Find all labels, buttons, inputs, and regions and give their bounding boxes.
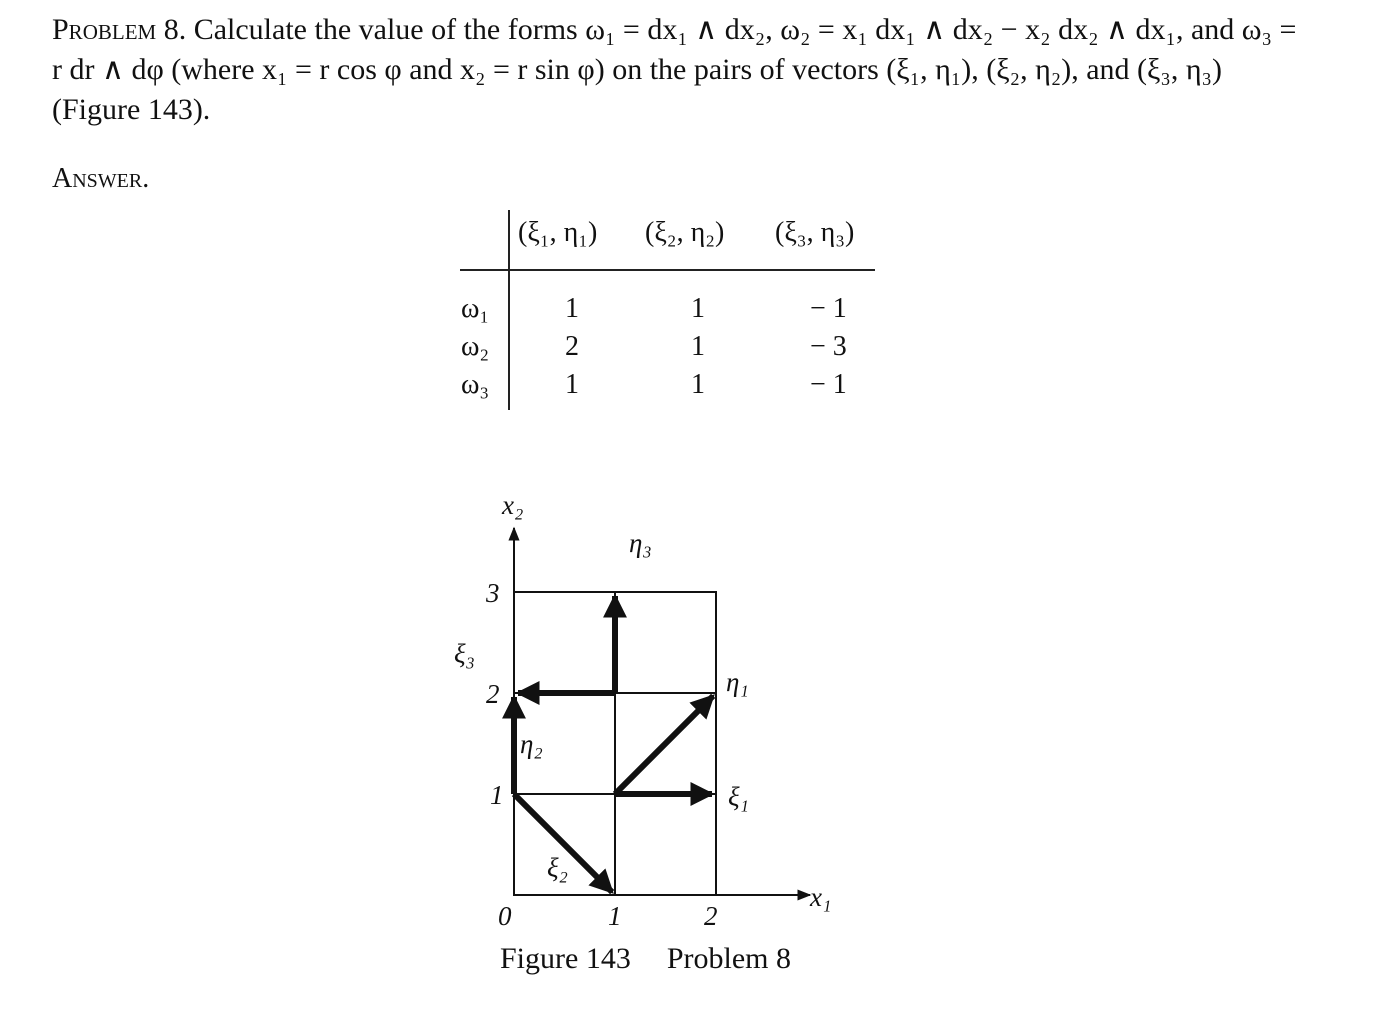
y-tick-label: 1 [490, 780, 504, 810]
table-vertical-rule [508, 210, 510, 410]
table-cell: − 3 [810, 331, 847, 362]
row-label: ω₁ [461, 293, 490, 324]
table-cell: 1 [565, 293, 579, 324]
column-header: (ξ₂, η₂) [645, 217, 725, 248]
table-cell: 2 [565, 331, 579, 362]
figure-caption [500, 942, 791, 976]
x-tick-label: 2 [704, 901, 718, 931]
figure-143 [454, 480, 890, 931]
vector-label: ξ₂ [547, 853, 568, 883]
vector-label: ξ₁ [728, 782, 749, 812]
row-label: ω₂ [461, 331, 490, 362]
table-cell: 1 [691, 331, 705, 362]
x-tick-label: 0 [498, 901, 512, 931]
table-cell: 1 [565, 369, 579, 400]
vector-label: η₃ [629, 528, 652, 558]
vector-arrow [615, 696, 713, 794]
y-tick-label: 3 [486, 578, 500, 608]
table-horizontal-rule [460, 269, 875, 271]
column-header: (ξ₃, η₃) [775, 217, 855, 248]
table-cell: − 1 [810, 293, 847, 324]
column-header: (ξ₁, η₁) [518, 217, 598, 248]
y-tick-label: 2 [486, 679, 500, 709]
caption-problem: Problem 8 [666, 942, 791, 975]
table-cell: 1 [691, 369, 705, 400]
x-tick-label: 1 [608, 901, 622, 931]
answer-label: Answer. [52, 163, 150, 194]
vector-label: ξ₃ [454, 639, 475, 669]
vector-label: η₁ [726, 667, 749, 697]
answer-table [455, 205, 885, 415]
table-cell: − 1 [810, 369, 847, 400]
x-axis-label: x₁ [810, 882, 832, 912]
caption-figure: Figure 143 [500, 942, 631, 975]
vector-label: η₂ [520, 729, 543, 759]
problem-statement [52, 10, 1302, 130]
problem-label: Problem 8. [52, 13, 187, 46]
y-axis-label: x₂ [502, 490, 524, 520]
row-label: ω₃ [461, 369, 490, 400]
table-cell: 1 [691, 293, 705, 324]
problem-text: Calculate the value of the forms ω₁ = dx₁ ∧ dx₂, ω₂ = x₁ dx₁ ∧ dx₂ − x₂ dx₂ ∧ dx₁, and ω₃ = r dr ∧ dφ (where x₁ = r cos φ and x₂ = r sin φ) on the pairs of vectors (ξ₁, η₁), (ξ₂, η₂), and (ξ₃, η₃) (Figure 143). [52, 13, 1297, 126]
